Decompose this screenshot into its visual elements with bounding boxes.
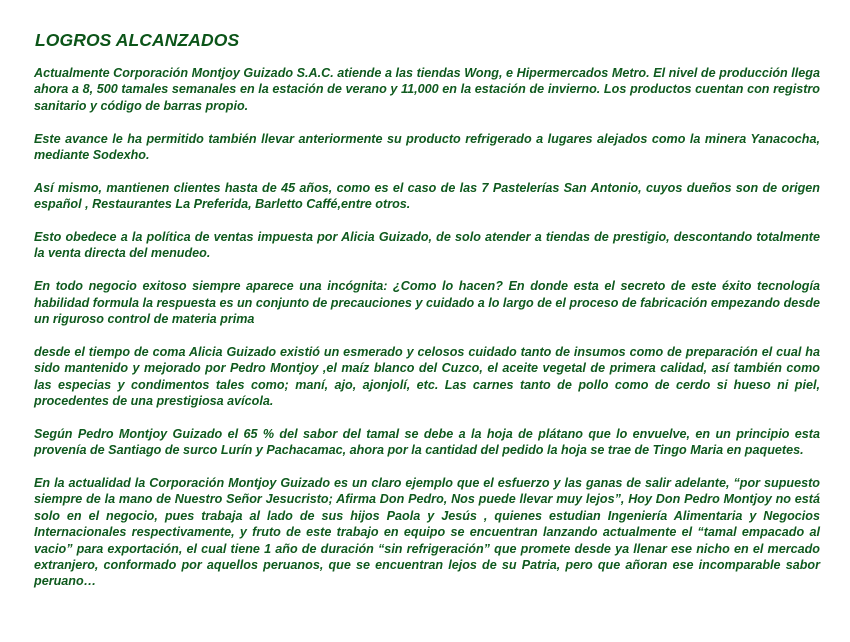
page-title: LOGROS ALCANZADOS	[35, 30, 240, 50]
document-page	[34, 30, 820, 606]
paragraph-ingredients: desde el tiempo de coma Alicia Guizado existió un esmerado y celosos cuidado tanto de insumos como de preparación el cual ha sido mantenido y mejorado por Pedro Montjoy ,el maíz blanco del Cuzco, el aceite vegetal de primera calidad, así también como las especias y condimentos tales como; maní, ajo, ajonjolí, etc. Las carnes tanto de pollo como de cerdo si hueso ni piel, procedentes de una prestigiosa avícola.	[34, 344, 820, 409]
paragraph-current-clients: Actualmente Corporación Montjoy Guizado S.A.C. atiende a las tiendas Wong, e Hipermercados Metro. El nivel de producción llega ahora a 8, 500 tamales semanales en la estación de verano y 11,000 en la estación de invierno. Los productos cuentan con registro sanitario y código de barras propio.	[34, 66, 820, 113]
paragraph-sales-policy: Esto obedece a la política de ventas impuesta por Alicia Guizado, de solo atender a tiendas de prestigio, descontando totalmente la venta directa del menudeo.	[34, 230, 820, 261]
paragraph-success-secret: En todo negocio exitoso siempre aparece una incógnita: ¿Como lo hacen? En donde esta el secreto de este éxito tecnología habilidad formula la respuesta es un conjunto de precauciones y cuidado a lo largo de el proceso de fabricación empezando desde un riguroso control de materia prima	[34, 279, 820, 327]
paragraph-refrigerated-expansion: Este avance le ha permitido también llevar anteriormente su producto refrigerado a lugares alejados como la minera Yanacocha, mediante Sodexho.	[34, 131, 820, 163]
paragraph-long-term-clients: Así mismo, mantienen clientes hasta de 45 años, como es el caso de las 7 Pastelerías San Antonio, cuyos dueños son de origen español , Restaurantes La Preferida, Barletto Caffé,entre otros.	[34, 180, 820, 212]
paragraph-current-situation: En la actualidad la Corporación Montjoy Guizado es un claro ejemplo que el esfuerzo y las ganas de salir adelante, “por supuesto siempre de la mano de Nuestro Señor Jesucristo; Afirma Don Pedro, Nos puede llevar muy lejos”, Hoy Don Pedro Montjoy no está solo en el negocio, pues trabaja al lado de sus hijos Paola y Jesús , quienes estudian Ingeniería Alimentaria y Negocios Internacionales respectivamente, y fruto de este trabajo en equipo se encuentran lanzando actualmente el “tamal empacado al vacio” para exportación, el cual tiene 1 año de duración “sin refrigeración” que promete desde ya llenar ese nicho en el mercado extranjero, conformado por aquellos peruanos, que se encuentran lejos de su Patria, pero que añoran ese incomparable sabor peruano…	[34, 476, 820, 589]
paragraph-banana-leaf: Según Pedro Montjoy Guizado el 65 % del sabor del tamal se debe a la hoja de plátano que lo envuelve, en un principio esta provenía de Santiago de surco Lurín y Pachacamac, ahora por la cantidad del pedido la hoja se trae de Tingo Maria en paquetes.	[34, 426, 820, 458]
